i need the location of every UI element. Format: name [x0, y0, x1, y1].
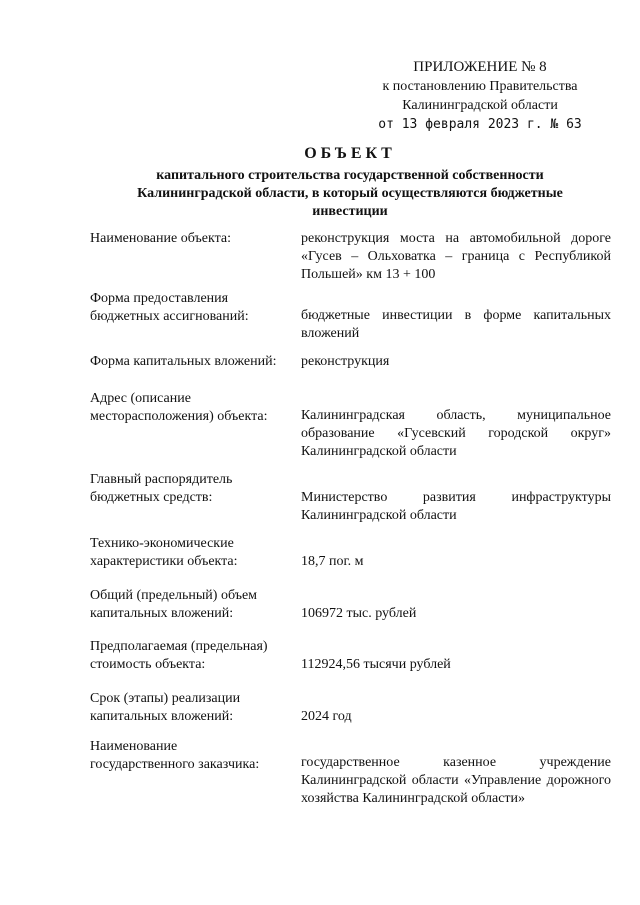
appendix-ref-line-1: к постановлению Правительства [382, 79, 578, 94]
field-label: Общий (предельный) объем капитальных вложений: [90, 588, 258, 621]
field-label: Срок (этапы) реализации капитальных вложений: [90, 691, 241, 724]
field-label: Предполагаемая (предельная) стоимость объекта: [90, 639, 268, 672]
document-title [90, 145, 610, 221]
field-value: реконструкция моста на автомобильной дороге «Гусев – Ольховатка – граница с Республикой Польшей» км 13 + 100 [301, 231, 611, 282]
field-label: Адрес (описание месторасположения) объекта: [90, 391, 268, 424]
field-value: реконструкция [301, 354, 390, 369]
field-value: Калининградская область, муниципальное образование «Гусевский городской округ» Калининградской области [301, 408, 611, 459]
field-label: Наименование государственного заказчика: [90, 739, 260, 772]
field-value: 2024 год [301, 709, 352, 724]
field-value: 112924,56 тысячи рублей [301, 657, 451, 672]
field-label: Форма предоставления бюджетных ассигнований: [90, 291, 249, 324]
title-subtitle-3: инвестиции [312, 204, 388, 219]
title-main: ОБЪЕКТ [304, 145, 396, 162]
field-value: 18,7 пог. м [301, 554, 364, 569]
field-label: Главный распорядитель бюджетных средств: [90, 472, 233, 505]
title-subtitle-2: Калининградской области, в который осуществляются бюджетные [137, 186, 563, 201]
field-label: Наименование объекта: [90, 231, 231, 246]
field-label: Технико-экономические характеристики объекта: [90, 536, 238, 569]
field-value: Министерство развития инфраструктуры Калининградской области [301, 490, 611, 523]
field-value: бюджетные инвестиции в форме капитальных вложений [301, 308, 611, 341]
title-subtitle-1: капитального строительства государственной собственности [156, 168, 544, 183]
appendix-header [350, 58, 610, 134]
field-value: государственное казенное учреждение Калининградской области «Управление дорожного хозяйства Калининградской области» [301, 755, 611, 806]
field-label: Форма капитальных вложений: [90, 354, 277, 369]
appendix-number: ПРИЛОЖЕНИЕ № 8 [413, 59, 547, 75]
appendix-date-line: от 13 февраля 2023 г. № 63 [378, 117, 582, 132]
appendix-ref-line-2: Калининградской области [402, 98, 558, 113]
field-value: 106972 тыс. рублей [301, 606, 417, 621]
